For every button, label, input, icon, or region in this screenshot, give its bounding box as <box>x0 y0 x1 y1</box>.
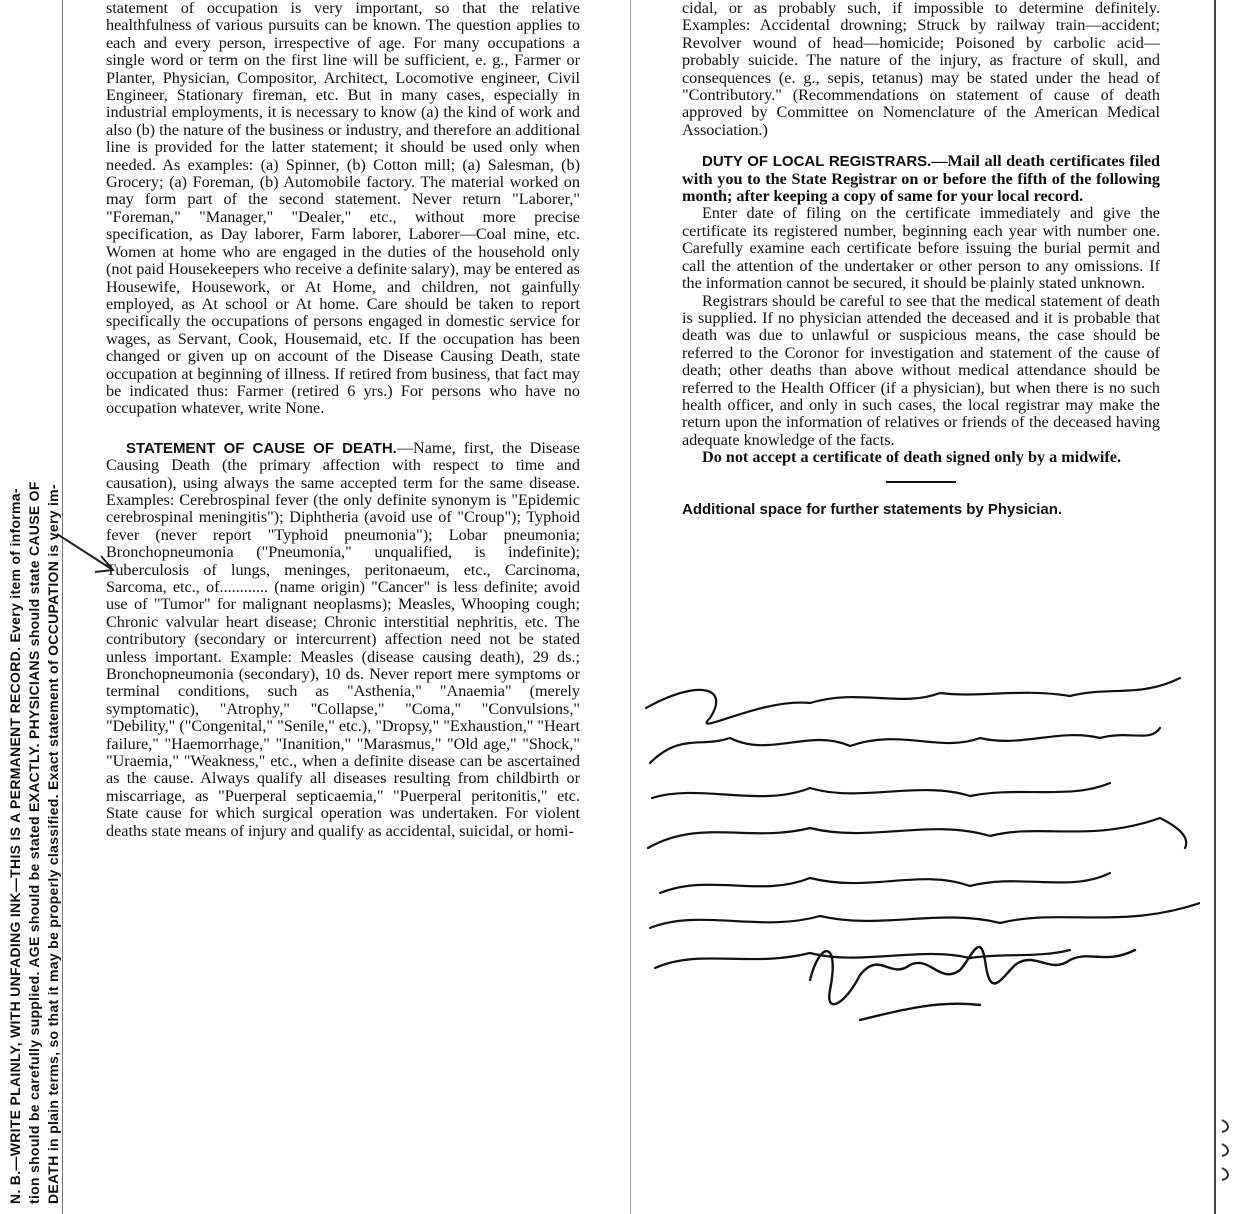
filing-instructions: Enter date of filing on the certificate immediately and give the certificate its registered number, beginning each year with number one. Carefully examine each certificate before issuing the burial permit and call the attention of the undertaker or other person to any omissions. If the information cannot be secured, it should be plainly stated unknown. <box>682 204 1160 293</box>
column-divider <box>630 0 631 1214</box>
handwritten-line-5 <box>640 828 1200 868</box>
margin-marks-icon <box>1218 1110 1236 1190</box>
right-column <box>682 0 1160 1214</box>
medical-statement-instructions: Registrars should be careful to see that the medical statement of death is supplied. If no physician attended the deceased and it is probable that death was due to unlawful or suspicious means, the case should be referred to the Coronor for investigation and statement of the cause of death; other deaths than above without medical attendance should be referred to the Health Officer (if a physician), but when there is no such health officer, and only in such cases, the local registrar may make the return upon the information of relatives or friends of the deceased having adequate knowledge of the facts. <box>682 291 1160 449</box>
handwritten-line-2 <box>640 708 1200 748</box>
section-separator <box>886 481 956 483</box>
sidebar-text <box>6 4 63 1204</box>
signature-text <box>800 960 899 976</box>
additional-space-label: Additional space for further statements by Physician. <box>682 500 1063 518</box>
sidebar-line-1: N. B.—WRITE PLAINLY, WITH UNFADING INK—THIS IS A PERMANENT RECORD. Every item of informa- <box>7 488 23 1204</box>
handwritten-line-3 <box>640 748 1200 788</box>
handwritten-line-6 <box>640 868 1200 908</box>
right-border-rule <box>1214 0 1216 1214</box>
cause-of-death-paragraph <box>106 440 580 840</box>
registrars-paragraph <box>682 153 1160 205</box>
registrars-text: —Mail all death certificates filed with you to the State Registrar on or before the fifth of the following month; after keeping a copy of same for your local record. <box>682 152 1160 206</box>
registrars-heading: DUTY OF LOCAL REGISTRARS. <box>702 153 932 171</box>
sidebar-line-2: tion should be carefully supplied. AGE should be stated EXACTLY. PHYSICIANS should state CAUSE OF <box>26 481 42 1204</box>
cause-of-death-heading: STATEMENT OF CAUSE OF DEATH. <box>126 439 397 457</box>
occupation-instructions: statement of occupation is very important, so that the relative healthfulness of various pursuits can be known. The question applies to each and every person, irrespective of age. For many occupations a single word or term on the first line will be sufficient, e. g., Farmer or Planter, Physician, Compositor, Architect, Locomotive engineer, Civil Engineer, Stationary fireman, etc. But in many cases, especially in industrial employments, it is necessary to know (a) the kind of work and also (b) the nature of the business or industry, and therefore an additional line is provided for the latter statement; it should be used only when needed. As examples: (a) Spinner, (b) Cotton mill; (a) Salesman, (b) Grocery; (a) Foreman, (b) Automobile factory. The material worked on may form part of the second statement. Never return "Laborer," "Foreman," "Manager," "Dealer," etc., without more precise specification, as Day laborer, Farm laborer, Laborer—Coal mine, etc. Women at home who are engaged in the duties of the household only (not paid Housekeepers who receive a definite salary), may be entered as Housewife, Housework, or At Home, and children, not gainfully employed, as At school or At home. Care should be taken to report specifically the occupations of persons engaged in domestic service for wages, as Servant, Cook, Housemaid, etc. If the occupation has been changed or given up on account of the Disease Causing Death, state occupation at beginning of illness. If retired from business, that fact may be indicated thus: Farmer (retired 6 yrs.) For persons who have no occupation whatever, write None. <box>106 0 580 418</box>
midwife-note: Do not accept a certificate of death signed only by a midwife. <box>702 448 1122 467</box>
cause-of-death-text: —Name, first, the Disease Causing Death (the primary affection with respect to time and causation), using always the same accepted term for the same disease. Examples: Cerebrospinal fever (the only definite synonym is "Epidemic cerebrospinal meningitis"); Diphtheria (avoid use of "Croup"); Typhoid fever (never report "Typhoid pneumonia"); Lobar pneumonia; Bronchopneumonia ("Pneumonia," unqualified, is indefinite); Tuberculosis of lungs, meninges, peritonaeum, etc., Carcinoma, Sarcoma, etc., of............ (name origin) "Cancer" is less definite; avoid use of "Tumor" for malignant neoplasms); Measles, Whooping cough; Chronic valvular heart disease; Chronic interstitial nephritis, etc. The contributory (secondary or intercurrent) affection need not be stated unless important. Example: Measles (disease causing death), 29 ds.; Bronchopneumonia (secondary), 10 ds. Never report mere symptoms or terminal conditions, such as "Asthenia," "Anaemia" (merely symptomatic), "Atrophy," "Collapse," "Coma," "Convulsions," "Debility," ("Congenital," "Senile," etc.), "Dropsy," "Exhaustion," "Heart failure," "Haemorrhage," "Inanition," "Marasmus," "Old age," "Shock," "Uraemia," "Weakness," etc., when a definite disease can be ascertained as the cause. Always qualify all diseases resulting from childbirth or miscarriage, as "Puerperal septicaemia," "Puerperal peritonitis," etc. State cause for which surgical operation was undertaken. For violent deaths state means of injury and qualify as accidental, suicidal, or homi- <box>106 438 580 840</box>
sidebar-instructions <box>0 0 62 1214</box>
handwritten-line-4 <box>640 788 1200 828</box>
sidebar-line-3: DEATH in plain terms, so that it may be properly classified. Exact statement of OCCUPATION is very im- <box>45 484 61 1204</box>
violent-death-instructions: cidal, or as probably such, if impossible to determine definitely. Examples: Accidental drowning; Struck by railway train—accident; Revolver wound of head—homicide; Poisoned by carbolic acid—probably suicide. The nature of the injury, as fracture of skull, and consequences (e. g., sepis, tetanus) may be stated under the head of "Contributory." (Recommendations on statement of cause of death approved by Committee on Nomenclature of the American Medical Association.) <box>682 0 1160 139</box>
handwritten-line-1 <box>640 668 1200 708</box>
left-column <box>106 0 580 1214</box>
left-border-rule <box>62 0 63 1214</box>
